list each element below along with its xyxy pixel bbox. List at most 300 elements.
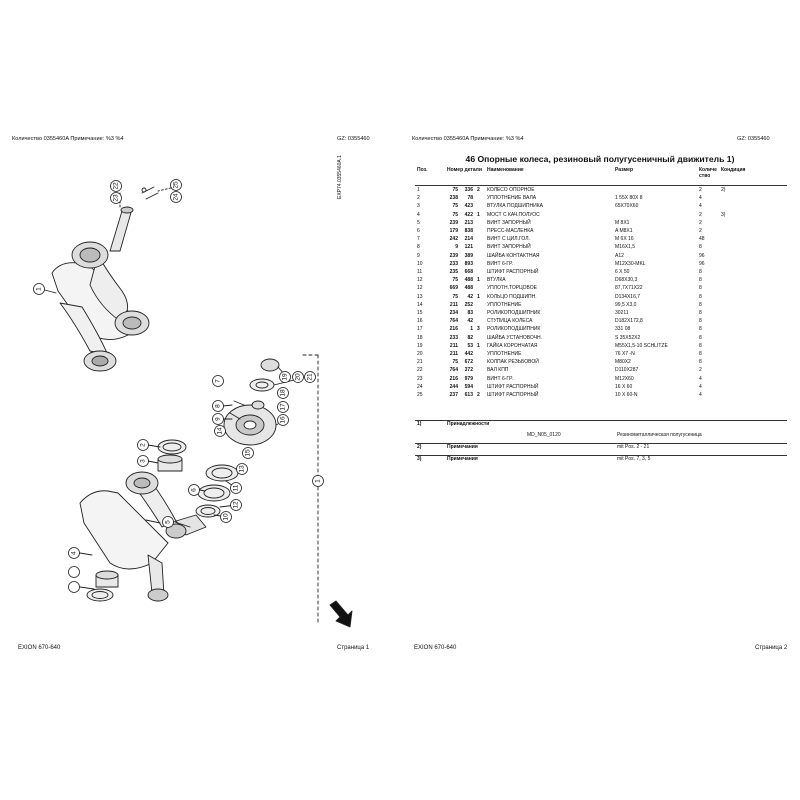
cell-pn2: 372 [464, 367, 473, 374]
table-row [415, 194, 787, 202]
cell-cond [719, 235, 787, 243]
cell-qty: 4 [699, 203, 702, 210]
cell-pn2: 442 [464, 351, 473, 358]
cell-qty: 4 [699, 375, 702, 382]
right-header-info: Количество 0355460A Примечание: %3 %4 [412, 136, 524, 142]
cell-pn1: 242 [449, 236, 458, 243]
doc-code-vertical: EXP74.0355460A.1 [337, 155, 343, 199]
cell-qty: 8 [699, 359, 702, 366]
cell-cond [719, 391, 787, 399]
cell-qty: 4 [699, 195, 702, 202]
cell-pn2: 78 [467, 195, 473, 202]
cell-pn3 [475, 309, 485, 317]
table-row [415, 342, 787, 350]
cell-pos: 8 [417, 244, 420, 251]
callout-label: 2 [139, 443, 147, 447]
cell-pn2: 488 [464, 285, 473, 292]
cell-pn2: 214 [464, 236, 473, 243]
cell-pn3: 1 [477, 211, 480, 218]
cell-pn1: 211 [449, 351, 458, 358]
cell-qty: 96 [699, 260, 705, 267]
cell-cond [719, 325, 787, 333]
note-col-a [525, 456, 615, 468]
cell-pos: 16 [417, 318, 423, 325]
cell-name: ВИНТ 6-ГР. [487, 260, 513, 267]
cell-size: M 8X1 [615, 219, 630, 226]
cell-qty: 8 [699, 334, 702, 341]
cell-cond [719, 301, 787, 309]
cell-cond [719, 334, 787, 342]
cell-pn2: 893 [464, 260, 473, 267]
cell-size: 87,7X71X22 [615, 285, 643, 292]
table-row [415, 284, 787, 292]
callout-label: 7 [214, 379, 222, 383]
cell-pn3 [475, 227, 485, 235]
cell-cond [719, 260, 787, 268]
cell-pn3 [475, 375, 485, 383]
cell-size: D110X287 [615, 367, 639, 374]
table-row [415, 383, 787, 391]
direction-arrow [330, 601, 352, 627]
cell-size: M 6X 16 [615, 236, 634, 243]
cell-cond [719, 342, 787, 350]
cap-21 [261, 359, 279, 371]
seal-18 [250, 379, 274, 391]
table-row [415, 358, 787, 366]
cell-name: РОЛИКОПОДШИПНИК [487, 310, 541, 317]
cell-pn1: 75 [452, 359, 458, 366]
cell-pn3 [475, 383, 485, 391]
cell-qty: 4 [699, 392, 702, 399]
callout-label: 9 [214, 417, 222, 421]
cell-name: ШТИФТ РАСПОРНЫЙ [487, 269, 539, 276]
table-row [415, 325, 787, 333]
cell-size [613, 211, 697, 219]
right-page [400, 123, 800, 683]
lower-hub-bottom [148, 589, 168, 601]
right-footer-model: EXION 670-640 [414, 645, 457, 651]
cell-pn2: 1 [470, 326, 473, 333]
cell-cond: 3) [721, 211, 726, 218]
cell-pn1: 244 [449, 383, 458, 390]
note-label: Примечания [445, 444, 525, 456]
cell-cond [719, 350, 787, 358]
cell-pos: 5 [417, 219, 420, 226]
cell-pn2: 488 [464, 277, 473, 284]
left-footer-page: Страница 1 [337, 645, 370, 651]
cell-name: КОЛЕСО ОПОРНОЕ [487, 187, 535, 193]
cell-qty: 2 [699, 211, 702, 218]
note-label: Примечания [445, 456, 525, 468]
cell-pn3 [475, 334, 485, 342]
table-row [415, 202, 787, 210]
callout-label: 13 [238, 465, 246, 473]
cell-pn3 [475, 260, 485, 268]
cell-pn1: 211 [449, 342, 458, 349]
cell-pn2: 336 [464, 187, 473, 193]
cell-pn3 [475, 235, 485, 243]
table-row [415, 309, 787, 317]
table-row [415, 211, 787, 219]
cell-qty: 8 [699, 293, 702, 300]
cell-pn3: 1 [477, 277, 480, 284]
cell-qty: 8 [699, 277, 702, 284]
callout-2-lower [69, 582, 80, 593]
cell-qty: 2 [699, 228, 702, 235]
table-row [415, 186, 787, 195]
note-num: 2) [415, 444, 445, 456]
cell-name: УПЛОТНЕНИЕ [487, 301, 522, 308]
cell-pn2: 838 [464, 228, 473, 235]
cell-pn1: 233 [449, 260, 458, 267]
cell-size: M12X60 [615, 375, 634, 382]
cell-pos: 7 [417, 236, 420, 243]
callout-label: 4 [70, 551, 78, 555]
table-row [415, 268, 787, 276]
cell-qty: 2 [699, 187, 702, 193]
col-part-no: Номер детали [447, 167, 482, 173]
cell-qty: 8 [699, 310, 702, 317]
cell-pn3 [475, 301, 485, 309]
note-row [415, 456, 787, 468]
cell-pn3: 1 [477, 293, 480, 300]
cell-qty: 96 [699, 252, 705, 259]
cell-pn2: 252 [464, 301, 473, 308]
cell-pos: 22 [417, 367, 423, 374]
note-row [415, 421, 787, 433]
table-row [415, 317, 787, 325]
callout-label: 6 [190, 488, 198, 492]
cell-pn3 [475, 202, 485, 210]
col-name: Наименование [487, 167, 524, 173]
note-col-a [525, 444, 615, 456]
notes-table [415, 420, 787, 467]
callout-label: 5 [164, 520, 172, 524]
callout-label: 14 [216, 427, 224, 435]
left-header-info: Количество 0355460A Примечание: %3 %4 [12, 136, 124, 142]
cell-qty: 8 [699, 285, 702, 292]
cell-pn2: 82 [467, 334, 473, 341]
cell-name: ПРЕСС-МАСЛЕНКА [487, 228, 534, 235]
cell-pos: 17 [417, 326, 423, 333]
cell-name: ВТУЛКА ПОДШИПНИКА [487, 203, 543, 210]
left-footer-model: EXION 670-640 [18, 645, 61, 651]
cell-qty: 8 [699, 301, 702, 308]
cell-pn3: 1 [477, 342, 480, 349]
cell-pn1: 216 [449, 375, 458, 382]
cell-size: 76 X7 -N [615, 351, 635, 358]
cell-pn2: 423 [464, 203, 473, 210]
note-num: 1) [415, 421, 445, 433]
cell-name: ВАЛ КПП [487, 367, 509, 374]
table-row [415, 334, 787, 342]
cell-pn1: 239 [449, 219, 458, 226]
pin-24 [142, 187, 158, 199]
cell-qty: 4 [699, 383, 702, 390]
cell-cond [719, 309, 787, 317]
cell-pn1: 179 [449, 228, 458, 235]
cell-pos: 2 [417, 195, 420, 202]
cell-pos: 15 [417, 310, 423, 317]
callout-label: 11 [232, 484, 240, 492]
cell-name: КОЛЬЦО ПОДШИПН. [487, 293, 537, 300]
table-row [415, 301, 787, 309]
cell-pos: 13 [417, 293, 423, 300]
cell-pn1: 235 [449, 269, 458, 276]
cell-pn2: 389 [464, 252, 473, 259]
shaft-22 [110, 209, 132, 251]
note-col-b [615, 421, 787, 433]
callout-label: 1 [314, 479, 322, 483]
table-row [415, 366, 787, 374]
table-row [415, 243, 787, 251]
cell-cond [719, 276, 787, 284]
cell-qty: 8 [699, 269, 702, 276]
parts-table-body [415, 186, 787, 400]
col-size: Размер [615, 167, 634, 173]
cell-pn1: 764 [449, 318, 458, 325]
callout-label: 21 [306, 373, 314, 381]
cell-size: D68X30,3 [615, 277, 638, 284]
cell-name: СТУПИЦА КОЛЕСА [487, 318, 533, 325]
cell-pn1: 234 [449, 310, 458, 317]
cell-size: 331 08 [615, 326, 631, 333]
cell-name: УПЛОТНЕНИЕ ВАЛА [487, 195, 537, 202]
cell-name: ШАЙБА КОНТАКТНАЯ [487, 252, 540, 259]
cell-cond [719, 375, 787, 383]
note-col-b: mit Pos. 2 - 21 [615, 444, 787, 456]
cell-name: РОЛИКОПОДШИПНИК [487, 326, 541, 333]
table-row [415, 350, 787, 358]
cell-pos: 14 [417, 301, 423, 308]
cell-pn3 [475, 219, 485, 227]
cell-qty: 2 [699, 219, 702, 226]
cell-pos: 25 [417, 392, 423, 399]
cell-pn3 [475, 243, 485, 251]
cell-pn3: 2 [477, 187, 480, 193]
cell-cond [719, 202, 787, 210]
cell-pn1: 238 [449, 195, 458, 202]
cell-size: 10 X 60-N [615, 392, 638, 399]
cell-pn1: 216 [449, 326, 458, 333]
cell-cond [719, 284, 787, 292]
cell-qty: 8 [699, 326, 702, 333]
cell-size [613, 186, 697, 195]
cell-size: D182X172,8 [615, 318, 643, 325]
cell-cond [719, 227, 787, 235]
cell-cond [719, 366, 787, 374]
table-row [415, 276, 787, 284]
cell-name: КОЛПАК РЕЗЬБОВОЙ [487, 359, 539, 366]
table-row [415, 227, 787, 235]
note-label [445, 432, 525, 444]
cell-cond [719, 194, 787, 202]
cell-cond [719, 358, 787, 366]
cell-cond [719, 293, 787, 301]
cell-size: M16X1,5 [615, 244, 636, 251]
callout-label: 8 [214, 404, 222, 408]
cell-pos: 1 [417, 187, 420, 193]
table-row [415, 375, 787, 383]
note-row [415, 444, 787, 456]
cell-pn3: 2 [477, 392, 480, 399]
cell-pn3 [475, 358, 485, 366]
right-header-gz: GZ: 0355460 [737, 136, 770, 142]
cell-cond [719, 383, 787, 391]
cell-size: 99,5 X3,0 [615, 301, 637, 308]
table-row [415, 235, 787, 243]
cell-pn1: 233 [449, 334, 458, 341]
left-header-gz: GZ: 0355460 [337, 136, 370, 142]
cell-name: ШТИФТ РАСПОРНЫЙ [487, 392, 539, 399]
table-row [415, 252, 787, 260]
cell-pn2: 53 [467, 342, 473, 349]
cell-pn2: 422 [464, 211, 473, 218]
cell-name: УПЛОТНЕНИЕ [487, 351, 522, 358]
seal-ring-6 [198, 485, 230, 501]
callout-label: 16 [279, 416, 287, 424]
cell-qty: 8 [699, 318, 702, 325]
callout-label: 17 [279, 403, 287, 411]
cell-size: 30211 [615, 310, 629, 317]
note-col-b: Резинометаллическая полугусеница [617, 432, 702, 438]
cell-name: ШАЙБА УСТАНОВОЧН. [487, 334, 543, 341]
cell-size: M80X2 [615, 359, 631, 366]
cell-pn1: 75 [452, 277, 458, 284]
right-footer-page: Страница 2 [755, 645, 788, 651]
exploded-parts-diagram [0, 123, 400, 683]
cell-qty: 48 [699, 236, 705, 243]
cell-pn3: 3 [477, 326, 480, 333]
callout-label: 15 [244, 449, 252, 457]
cell-cond [719, 268, 787, 276]
callout-label: 12 [232, 501, 240, 509]
cell-pos: 19 [417, 342, 423, 349]
cell-pn1: 764 [449, 367, 458, 374]
note-num: 3) [415, 456, 445, 468]
table-row [415, 391, 787, 399]
cell-pn1: 211 [449, 301, 458, 308]
cell-name: МОСТ С КАЧ.ПОЛУОС [487, 211, 540, 218]
table-row [415, 260, 787, 268]
cell-qty: 8 [699, 244, 702, 251]
cell-pos: 12 [417, 285, 423, 292]
cell-size: 6 X 50 [615, 269, 630, 276]
callout-label: 23 [112, 194, 120, 202]
cell-name: ВИНТ ЗАПОРНЫЙ [487, 219, 531, 226]
callout-label: 1 [35, 287, 43, 291]
cell-qty: 2 [699, 367, 702, 374]
cell-name: ШТИФТ РАСПОРНЫЙ [487, 383, 539, 390]
table-row [415, 219, 787, 227]
cell-pn1: 75 [452, 211, 458, 218]
col-cond: Кондиция [721, 167, 746, 173]
cell-pn1: 237 [449, 392, 458, 399]
cell-pn2: 613 [464, 392, 473, 399]
cell-pn3 [475, 350, 485, 358]
cell-pn2: 83 [467, 310, 473, 317]
col-qty: Количе ство [699, 167, 717, 179]
note-col-b: mit Pos. 7, 3, 5 [615, 456, 787, 468]
cell-pos: 24 [417, 383, 423, 390]
cell-pn3 [475, 284, 485, 292]
cell-size: D134X16,7 [615, 293, 641, 300]
cell-pn2: 213 [464, 219, 473, 226]
callout-label: 10 [222, 513, 230, 521]
cell-cond: 2) [721, 187, 726, 193]
cell-pn3 [475, 268, 485, 276]
cell-pos: 18 [417, 334, 423, 341]
cell-cond [719, 317, 787, 325]
cell-qty: 8 [699, 342, 702, 349]
note-col-a: MD_N05_0120 [527, 432, 561, 438]
cell-pos: 20 [417, 351, 423, 358]
cell-pn1: 75 [452, 187, 458, 193]
callout-label: 22 [112, 182, 120, 190]
cell-cond [719, 252, 787, 260]
cell-size: 1 55X 80X 8 [615, 195, 643, 202]
cell-pos: 21 [417, 359, 423, 366]
cell-pn2: 121 [464, 244, 473, 251]
cell-pn1: 75 [452, 203, 458, 210]
table-row [415, 293, 787, 301]
col-pos: Поз. [417, 167, 428, 173]
cell-cond [719, 243, 787, 251]
callout-label: 25 [172, 181, 180, 189]
cell-size: 65X70X60 [615, 203, 639, 210]
cell-pn2: 42 [467, 293, 473, 300]
cell-pn1: 75 [452, 293, 458, 300]
cell-size: M55X1,5-10 SCHLITZE [615, 342, 668, 349]
cell-size: A12 [615, 252, 624, 259]
cell-name: УПЛОТН.ТОРЦОВОЕ [487, 285, 537, 292]
cell-pn2: 42 [467, 318, 473, 325]
cell-size: M12X30-MKL [615, 260, 646, 267]
cell-pn2: 672 [464, 359, 473, 366]
cell-name: ВИНТ 6-ГР. [487, 375, 513, 382]
callout-label: 19 [281, 373, 289, 381]
cell-pos: 12 [417, 277, 423, 284]
cell-pn1: 239 [449, 252, 458, 259]
cell-pn3 [475, 366, 485, 374]
cell-name: ВТУЛКА [487, 277, 506, 284]
cell-pos: 11 [417, 269, 423, 276]
note-label: Принадлежности [445, 421, 525, 433]
cell-pn1: 9 [455, 244, 458, 251]
cell-pn2: 668 [464, 269, 473, 276]
cell-pos: 3 [417, 203, 420, 210]
cell-name: ГАЙКА КОРОНЧАТАЯ [487, 342, 538, 349]
page-title: 46 Опорные колеса, резиновый полугусеничный движитель 1) [465, 154, 735, 164]
cell-pn1: 669 [449, 285, 458, 292]
bushing-2-lower [87, 589, 113, 601]
bushing-2-upper [158, 440, 186, 454]
cell-pos: 4 [417, 211, 420, 218]
callout-label: 20 [294, 373, 302, 381]
cell-name: ВИНТ С ЦИЛ.ГОЛ. [487, 236, 530, 243]
note-num [415, 432, 445, 444]
cell-qty: 8 [699, 351, 702, 358]
callout-label: 18 [279, 389, 287, 397]
cell-size: A M8X1 [615, 228, 633, 235]
cell-size: S 35X52X2 [615, 334, 641, 341]
callout-label: 24 [172, 193, 180, 201]
cell-pos: 23 [417, 375, 423, 382]
seal-ring-13 [206, 465, 238, 481]
cell-pn2: 979 [464, 375, 473, 382]
callout-label: 3 [139, 459, 147, 463]
cell-pn3 [475, 317, 485, 325]
